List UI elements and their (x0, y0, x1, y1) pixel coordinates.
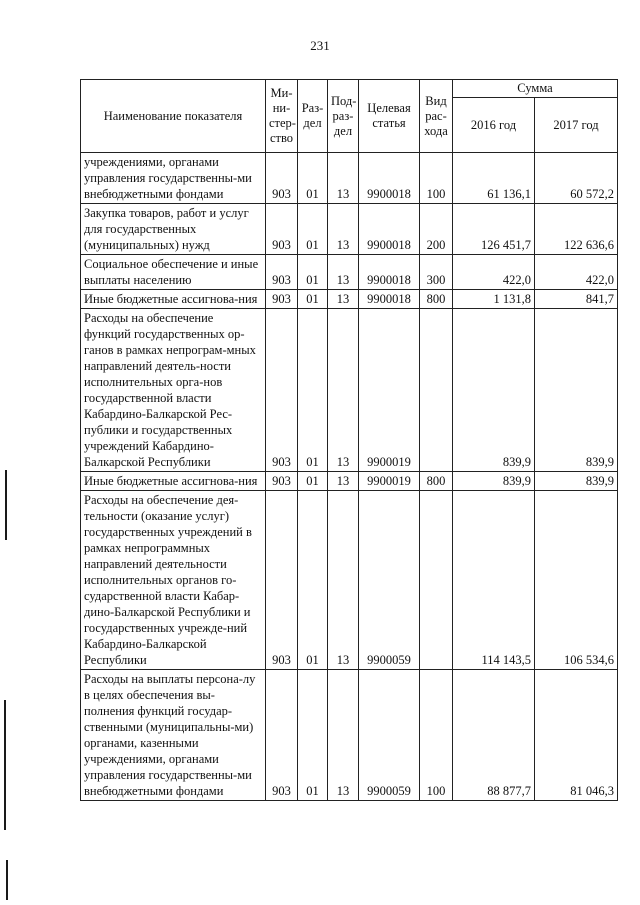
scan-artifact-left-2 (4, 700, 6, 830)
row-section: 01 (298, 153, 328, 204)
row-subsection: 13 (328, 153, 359, 204)
table-row (81, 472, 618, 491)
row-section: 01 (298, 290, 328, 309)
row-sum-2017: 60 572,2 (535, 153, 618, 204)
header-section: Раз-дел (298, 80, 328, 153)
row-sum-2016: 88 877,7 (453, 670, 535, 801)
row-target: 9900019 (359, 472, 420, 491)
row-sum-2016: 1 131,8 (453, 290, 535, 309)
row-subsection: 13 (328, 255, 359, 290)
row-expense-type: 300 (420, 255, 453, 290)
row-name: Иные бюджетные ассигнова-ния (81, 472, 266, 491)
row-ministry: 903 (266, 309, 298, 472)
row-name: Социальное обеспечение и иные выплаты населению (81, 255, 266, 290)
scan-artifact-left-1 (5, 470, 7, 540)
row-expense-type: 800 (420, 472, 453, 491)
row-ministry: 903 (266, 153, 298, 204)
table-row (81, 255, 618, 290)
row-ministry: 903 (266, 491, 298, 670)
row-sum-2016: 126 451,7 (453, 204, 535, 255)
row-name: Расходы на обеспечение дея-тельности (оказание услуг) государственных учреждений в рамках непрограммных направлений деятельности исполнительных органов го-сударственной власти Кабар-дино-Балкарской Республики и государственных учрежде-ний Кабардино-Балкарской Республики (81, 491, 266, 670)
row-sum-2016: 839,9 (453, 309, 535, 472)
budget-table (80, 79, 618, 801)
row-sum-2016: 61 136,1 (453, 153, 535, 204)
row-sum-2017: 122 636,6 (535, 204, 618, 255)
table-row (81, 153, 618, 204)
row-target: 9900018 (359, 255, 420, 290)
row-name: Иные бюджетные ассигнова-ния (81, 290, 266, 309)
page-number: 231 (310, 38, 330, 53)
row-ministry: 903 (266, 472, 298, 491)
header-ministry: Ми-ни-стер-ство (266, 80, 298, 153)
row-expense-type: 200 (420, 204, 453, 255)
row-name: учреждениями, органами управления государственны-ми внебюджетными фондами (81, 153, 266, 204)
row-name: Расходы на выплаты персона-лу в целях обеспечения вы-полнения функций государ-ственными (муниципальны-ми) органами, казенными учреждениями, органами управления государственны-ми внебюджетными фондами (81, 670, 266, 801)
row-ministry: 903 (266, 290, 298, 309)
row-sum-2017: 422,0 (535, 255, 618, 290)
header-subsection: Под-раз-дел (328, 80, 359, 153)
table-row (81, 491, 618, 670)
row-name: Закупка товаров, работ и услуг для государственных (муниципальных) нужд (81, 204, 266, 255)
row-subsection: 13 (328, 204, 359, 255)
row-ministry: 903 (266, 670, 298, 801)
row-name: Расходы на обеспечение функций государственных ор-ганов в рамках непрограм-мных направлений деятель-ности исполнительных орга-нов государственной власти Кабардино-Балкарской Рес-публики и государственных учреждений Кабардино-Балкарской Республики (81, 309, 266, 472)
header-name: Наименование показателя (81, 80, 266, 153)
row-expense-type (420, 309, 453, 472)
row-sum-2017: 106 534,6 (535, 491, 618, 670)
row-section: 01 (298, 472, 328, 491)
header-year-2016: 2016 год (453, 98, 535, 153)
table-row (81, 670, 618, 801)
header-target: Целевая статья (359, 80, 420, 153)
row-target: 9900018 (359, 153, 420, 204)
row-section: 01 (298, 491, 328, 670)
row-sum-2017: 839,9 (535, 309, 618, 472)
row-section: 01 (298, 255, 328, 290)
row-sum-2017: 841,7 (535, 290, 618, 309)
header-row (81, 80, 618, 98)
row-target: 9900018 (359, 290, 420, 309)
row-sum-2016: 114 143,5 (453, 491, 535, 670)
table-row (81, 309, 618, 472)
row-section: 01 (298, 670, 328, 801)
table-row (81, 290, 618, 309)
row-expense-type: 100 (420, 153, 453, 204)
header-year-2017: 2017 год (535, 98, 618, 153)
row-expense-type (420, 491, 453, 670)
row-ministry: 903 (266, 255, 298, 290)
row-subsection: 13 (328, 290, 359, 309)
row-subsection: 13 (328, 472, 359, 491)
row-target: 9900059 (359, 670, 420, 801)
row-sum-2017: 839,9 (535, 472, 618, 491)
header-expense-type: Вид рас-хода (420, 80, 453, 153)
row-expense-type: 800 (420, 290, 453, 309)
row-ministry: 903 (266, 204, 298, 255)
row-subsection: 13 (328, 309, 359, 472)
row-expense-type: 100 (420, 670, 453, 801)
table-row (81, 204, 618, 255)
row-target: 9900018 (359, 204, 420, 255)
row-section: 01 (298, 309, 328, 472)
row-target: 9900019 (359, 309, 420, 472)
row-sum-2017: 81 046,3 (535, 670, 618, 801)
row-sum-2016: 839,9 (453, 472, 535, 491)
row-subsection: 13 (328, 670, 359, 801)
scan-artifact-left-3 (6, 860, 8, 900)
row-sum-2016: 422,0 (453, 255, 535, 290)
row-subsection: 13 (328, 491, 359, 670)
row-target: 9900059 (359, 491, 420, 670)
row-section: 01 (298, 204, 328, 255)
header-sum: Сумма (453, 80, 618, 98)
